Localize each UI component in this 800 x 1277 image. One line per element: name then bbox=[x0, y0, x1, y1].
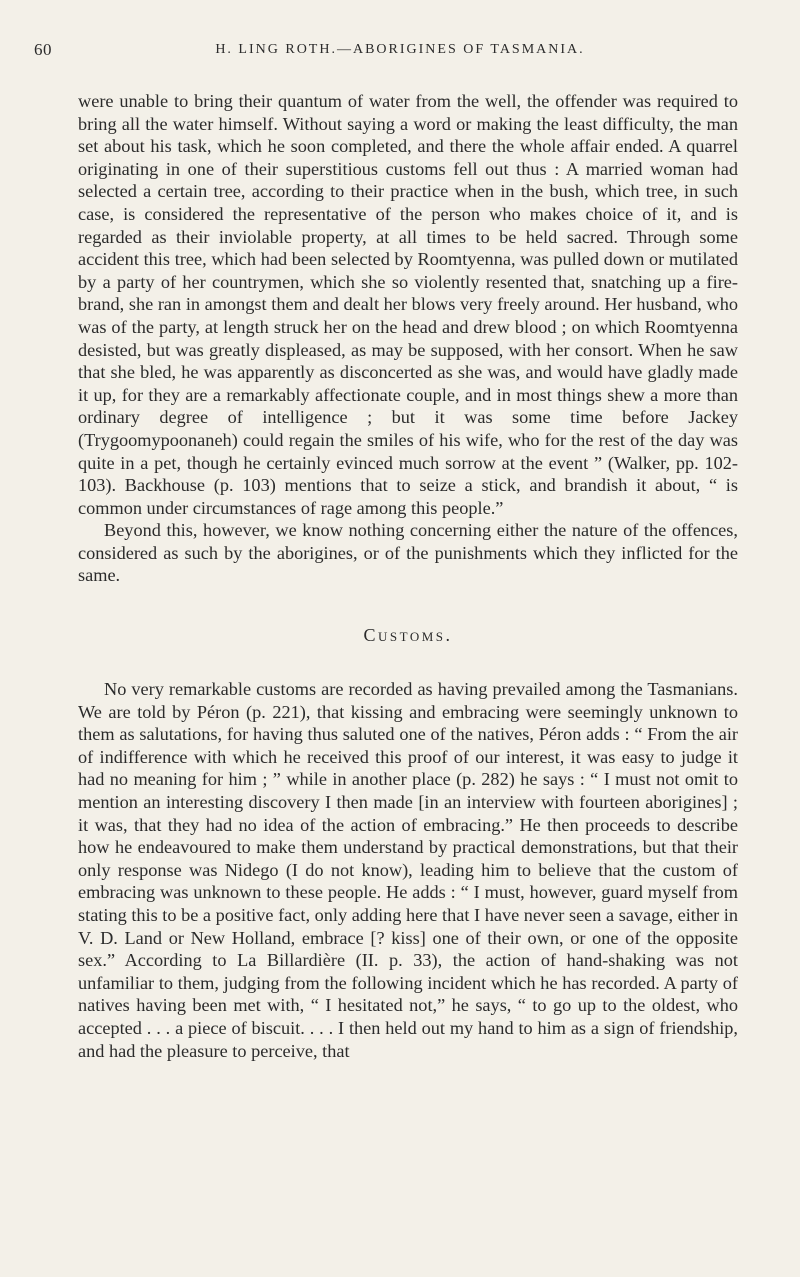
paragraph: Beyond this, however, we know nothing concerning either the nature of the offences, considered as such by the aborigines, or of the punishments which they inflicted for the same. bbox=[78, 520, 738, 586]
page-number: 60 bbox=[34, 40, 52, 59]
body-text bbox=[78, 90, 738, 1062]
paragraph: No very remarkable customs are recorded as having prevailed among the Tasmanians. We are told by Péron (p. 221), that kissing and embracing were seemingly unknown to them as salutations, for having thus saluted one of the natives, Péron adds : “ From the air of indifference with which he received this proof of our interest, it was easy to judge it had no meaning for him ; ” while in another place (p. 282) he says : “ I must not omit to mention an interesting discovery I then made [in an interview with fourteen aborigines] ; it was, that they had no idea of the action of embracing.” He then proceeds to describe how he endeavoured to make them understand by practical demonstrations, but that their only response was Nidego (I do not know), leading him to believe that the custom of embracing was unknown to these people. He adds : “ I must, however, guard myself from stating this to be a positive fact, only adding here that I have never seen a savage, either in V. D. Land or New Holland, embrace [? kiss] one of their own, or one of the opposite sex.” According to La Billardière (II. p. 33), the action of hand-shaking was not unfamiliar to them, judging from the following incident which he has recorded. A party of natives having been met with, “ I hesitated not,” he says, “ to go up to the oldest, who accepted . . . a piece of biscuit. . . . I then held out my hand to him as a sign of friendship, and had the pleasure to perceive, that bbox=[78, 679, 738, 1061]
page-header bbox=[0, 40, 800, 70]
running-head: H. LING ROTH.—ABORIGINES OF TASMANIA. bbox=[215, 42, 585, 57]
paragraph-continued: were unable to bring their quantum of water from the well, the offender was required to bring all the water himself. Without saying a word or making the least difficulty, the man set about his task, which he soon completed, and there the whole affair ended. A quarrel originating in one of their superstitious customs fell out thus : A married woman had selected a certain tree, according to their practice when in the bush, which tree, in such case, is considered the representative of the person who makes choice of it, and is regarded as their inviolable property, at all times to be held sacred. Through some accident this tree, which had been selected by Roomtyenna, was pulled down or mutilated by a party of her countrymen, which she so violently resented that, snatching up a fire-brand, she ran in amongst them and dealt her blows very freely around. Her husband, who was of the party, at length struck her on the head and drew blood ; on which Roomtyenna desisted, but was greatly displeased, as may be supposed, with her consort. When he saw that she bled, he was apparently as disconcerted as she was, and would have gladly made it up, for they are a remarkably affectionate couple, and in most things shew a more than ordinary degree of intelligence ; but it was some time before Jackey (Trygoomypoonaneh) could regain the smiles of his wife, who for the rest of the day was quite in a pet, though he certainly evinced much sorrow at the event ” (Walker, pp. 102-103). Backhouse (p. 103) mentions that to seize a stick, and brandish it about, “ is common under circumstances of rage among this people.” bbox=[78, 91, 738, 518]
section-heading: Customs. bbox=[363, 625, 453, 646]
